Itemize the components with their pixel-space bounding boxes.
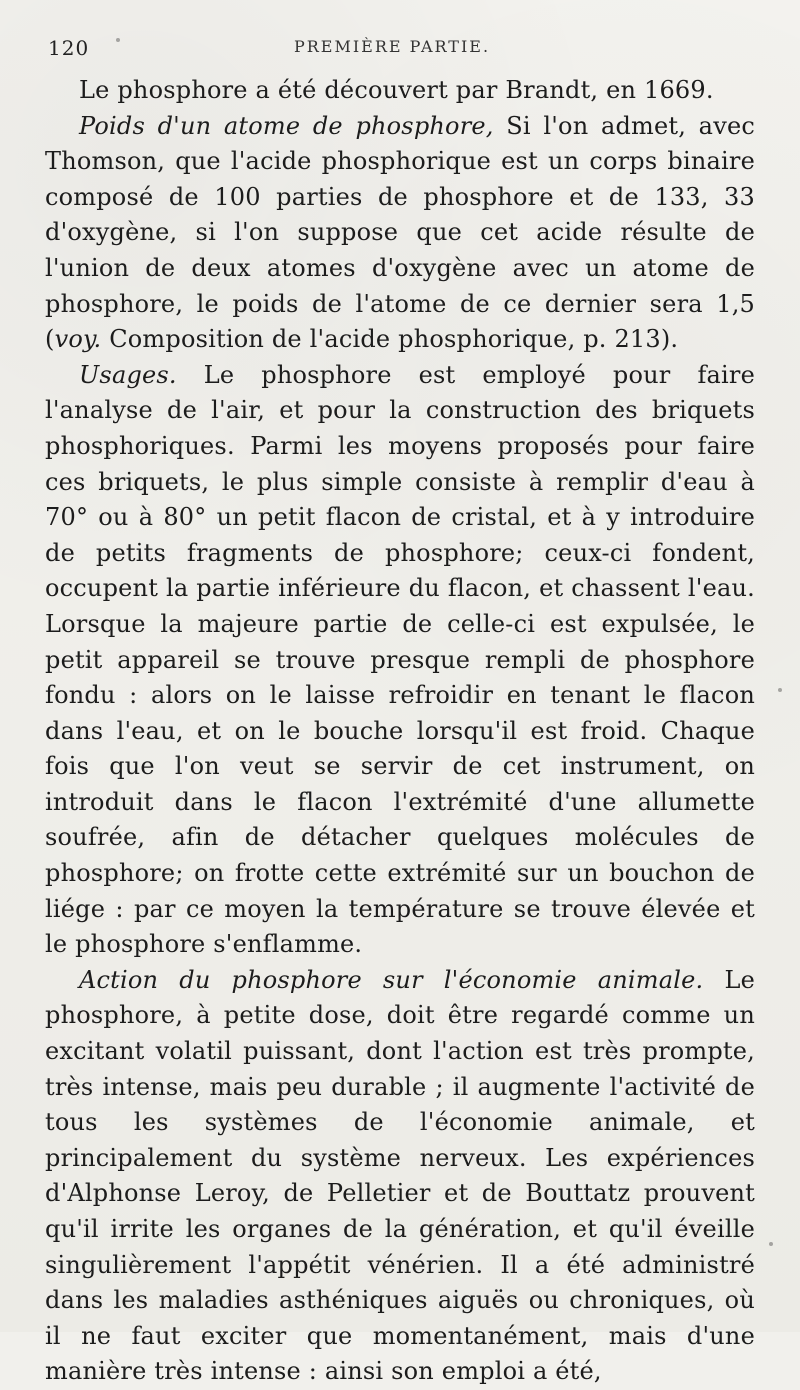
action-heading: Action du phosphore sur l'économie animale. <box>79 965 704 994</box>
running-title: PREMIÈRE PARTIE. <box>293 37 491 56</box>
paper-speck <box>769 1242 773 1246</box>
paragraph-action <box>45 963 755 1390</box>
uses-text: Le phosphore est employé pour faire l'analyse de l'air, et pour la construction des briquets phosphoriques. Parmi les moyens proposés pour faire ces briquets, le plus simple consiste à remplir d'eau à 70° ou à 80° un petit flacon de cristal, et à y introduire de petits fragments de phosphore; ceux-ci fondent, occupent la partie inférieure du flacon, et chassent l'eau. Lorsque la majeure partie de celle-ci est expulsée, le petit appareil se trouve presque rempli de phosphore fondu : alors on le laisse refroidir en tenant le flacon dans l'eau, et on le bouche lorsqu'il est froid. Chaque fois que l'on veut se servir de cet instrument, on introduit dans le flacon l'extrémité d'une allumette soufrée, afin de détacher quelques molécules de phosphore; on frotte cette extrémité sur un bouchon de liége : par ce moyen la température se trouve élevée et le phosphore s'enflamme. <box>45 360 755 959</box>
voy-reference: voy. <box>54 325 102 354</box>
paragraph-atom-weight <box>45 109 755 358</box>
action-text: Le phosphore, à petite dose, doit être regardé comme un excitant volatil puissant, dont l'action est très prompte, très intense, mais peu durable ; il augmente l'activité de tous les systèmes de l'économie animale, et principalement du système nerveux. Les expériences d'Alphonse Leroy, de Pelletier et de Bouttatz prouvent qu'il irrite les organes de la génération, et qu'il éveille singulièrement l'appétit vénérien. Il a été administré dans les maladies asthéniques aiguës ou chroniques, où il ne faut exciter que momentanément, mais d'une manière très intense : ainsi son emploi a été, <box>45 965 755 1386</box>
uses-heading: Usages. <box>79 360 177 389</box>
paragraph-discovery <box>45 73 755 109</box>
paper-speck <box>116 38 120 42</box>
atom-weight-heading: Poids d'un atome de phosphore, <box>79 111 494 140</box>
paper-speck <box>778 688 782 692</box>
page-header <box>38 36 746 66</box>
atom-weight-text-part-2: Composition de l'acide phosphorique, p. 213). <box>101 325 679 354</box>
paragraph-uses <box>45 358 755 963</box>
body-text <box>45 73 755 1390</box>
atom-weight-text-part-1: Si l'on admet, avec Thomson, que l'acide phosphorique est un corps binaire composé de 100 parties de phosphore et de 133, 33 d'oxygène, si l'on suppose que cet acide résulte de l'union de deux atomes d'oxygène avec un atome de phosphore, le poids de l'atome de ce dernier sera 1,5 ( <box>45 111 755 354</box>
discovery-text: Le phosphore a été découvert par Brandt, en 1669. <box>79 76 714 104</box>
page-number: 120 <box>48 36 90 60</box>
